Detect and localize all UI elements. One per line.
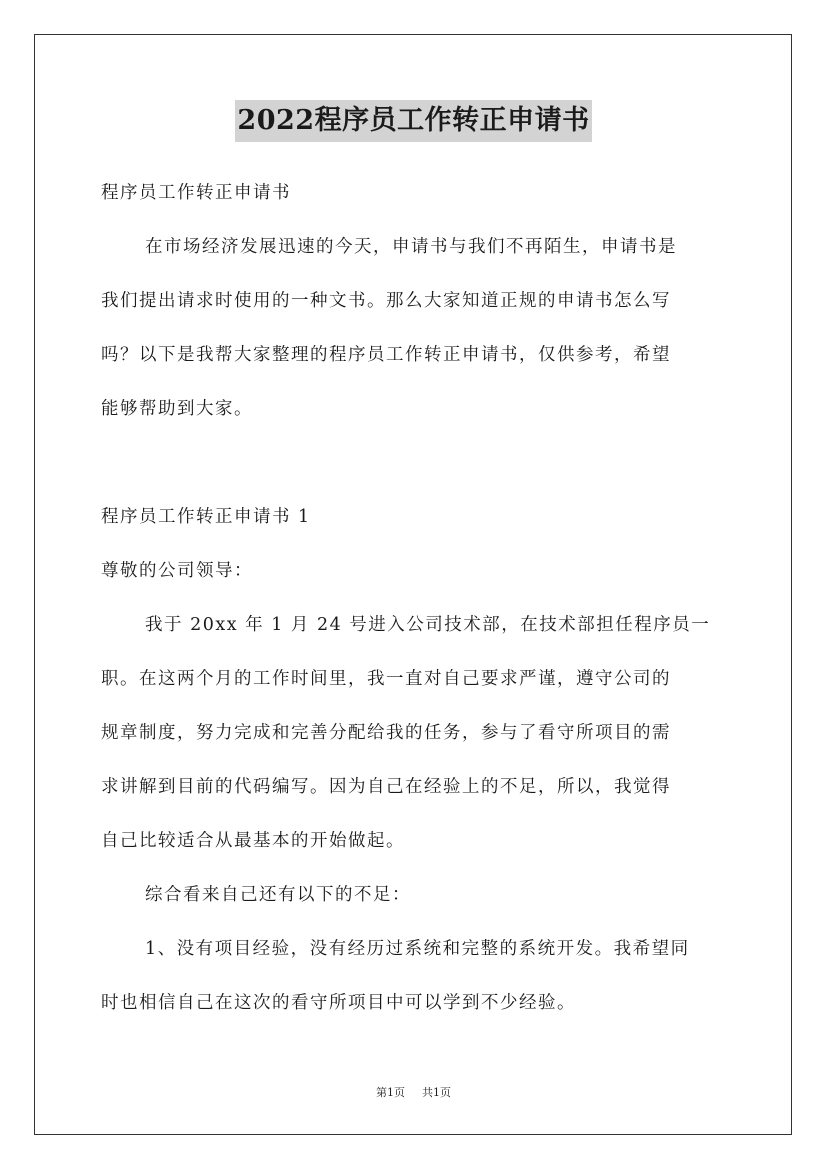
intro-line: 吗？以下是我帮大家整理的程序员工作转正申请书，仅供参考，希望 xyxy=(101,345,671,365)
intro-paragraph xyxy=(101,234,728,423)
title-container xyxy=(0,100,827,142)
body-line: 自己比较适合从最基本的开始做起。 xyxy=(101,831,405,851)
intro-line: 能够帮助到大家。 xyxy=(101,399,253,419)
body-line: 我于 20xx 年 1 月 24 号进入公司技术部，在技术部担任程序员一 xyxy=(145,615,711,635)
page-number: 第1页 xyxy=(376,1086,405,1099)
body-line: 职。在这两个月的工作时间里，我一直对自己要求严谨，遵守公司的 xyxy=(101,669,671,689)
point-line: 时也相信自己在这次的看守所项目中可以学到不少经验。 xyxy=(101,993,576,1013)
point-1-paragraph xyxy=(101,936,728,1017)
body-line: 求讲解到目前的代码编写。因为自己在经验上的不足，所以，我觉得 xyxy=(101,777,671,797)
page-footer xyxy=(0,1084,827,1100)
section-title: 程序员工作转正申请书 1 xyxy=(101,507,311,527)
subtitle: 程序员工作转正申请书 xyxy=(101,183,291,203)
salutation: 尊敬的公司领导： xyxy=(101,561,253,581)
point-line: 1、没有项目经验，没有经历过系统和完整的系统开发。我希望同 xyxy=(145,939,690,959)
body-paragraph xyxy=(101,612,728,855)
document-title: 2022程序员工作转正申请书 xyxy=(235,100,591,142)
page-total: 共1页 xyxy=(422,1086,451,1099)
shortcomings-intro: 综合看来自己还有以下的不足： xyxy=(145,885,411,905)
intro-line: 我们提出请求时使用的一种文书。那么大家知道正规的申请书怎么写 xyxy=(101,291,671,311)
intro-line: 在市场经济发展迅速的今天，申请书与我们不再陌生，申请书是 xyxy=(145,237,677,257)
body-line: 规章制度，努力完成和完善分配给我的任务，参与了看守所项目的需 xyxy=(101,723,671,743)
